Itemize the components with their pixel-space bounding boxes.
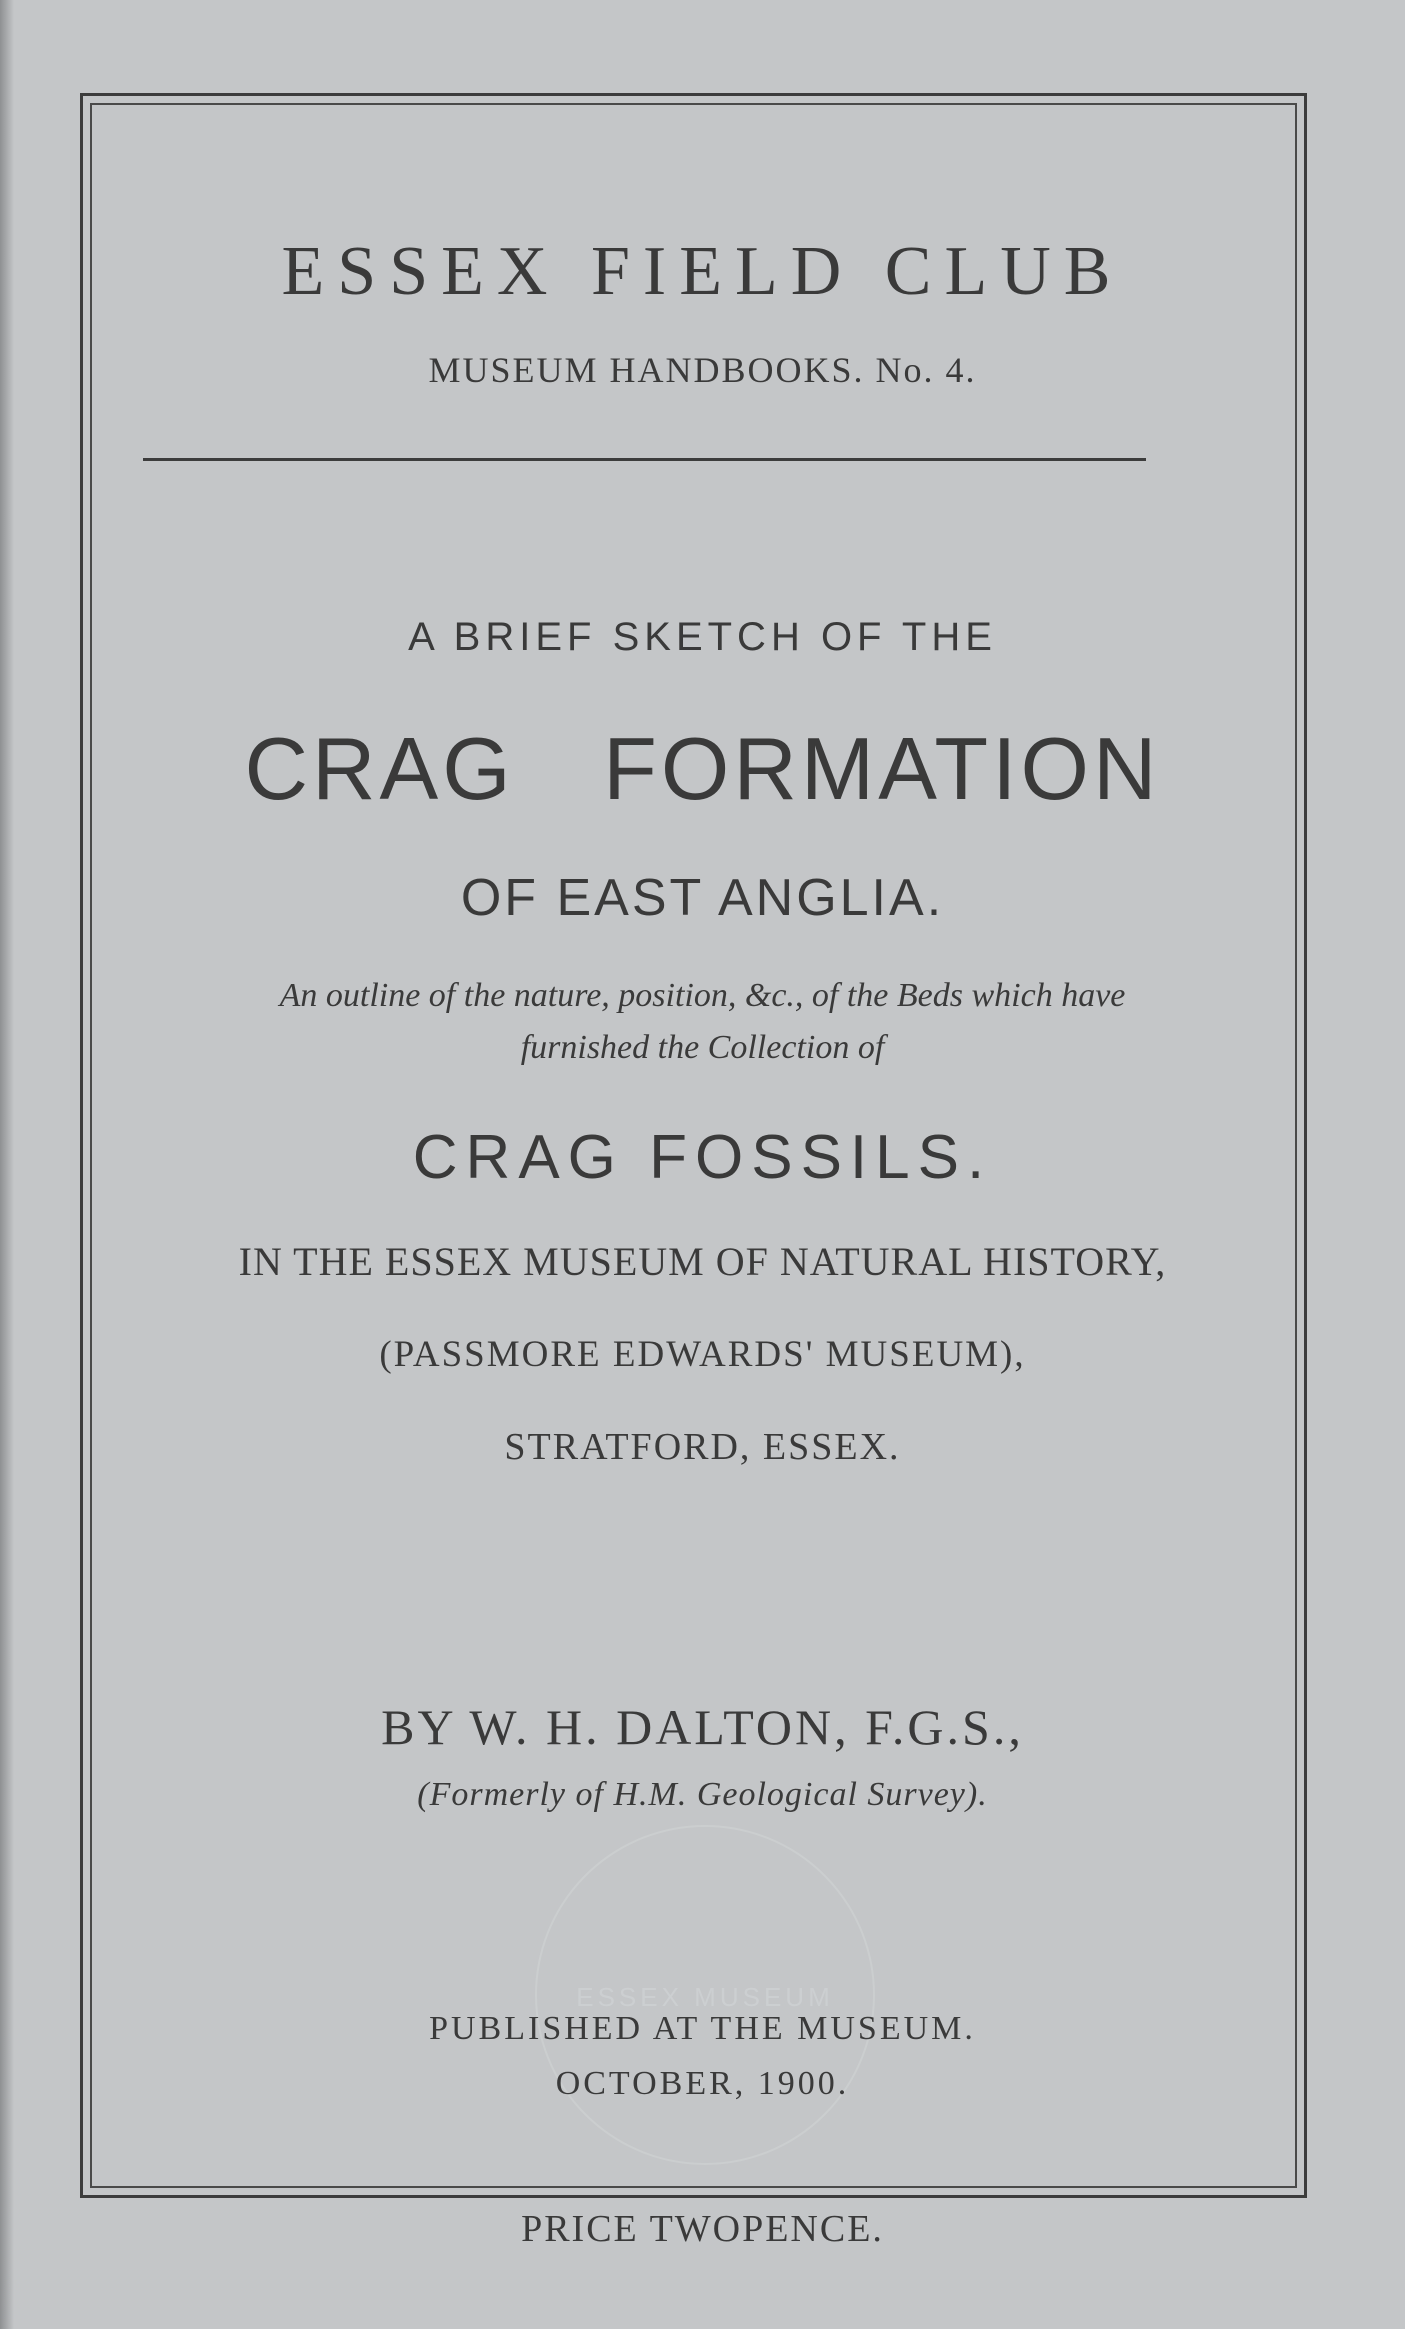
- region-subtitle: OF EAST ANGLIA.: [460, 869, 945, 927]
- publication-date: OCTOBER, 1900.: [555, 2065, 850, 2102]
- price-label: PRICE TWOPENCE.: [521, 2208, 884, 2250]
- subject-title: CRAG FOSSILS.: [412, 1123, 993, 1192]
- outline-line-2: furnished the Collection of: [520, 1029, 885, 1066]
- author-byline: BY W. H. DALTON, F.G.S.,: [381, 1699, 1024, 1755]
- outline-line-1: An outline of the nature, position, &c., of the Beds which have: [279, 977, 1126, 1014]
- museum-name: IN THE ESSEX MUSEUM OF NATURAL HISTORY,: [238, 1239, 1167, 1284]
- horizontal-divider: [143, 458, 1146, 461]
- outline-description: [0, 970, 1405, 1074]
- series-label: MUSEUM HANDBOOKS. No. 4.: [428, 350, 977, 390]
- club-title: ESSEX FIELD CLUB: [281, 233, 1124, 310]
- library-stamp-seal: ESSEX MUSEUM: [535, 1825, 875, 2165]
- intro-heading: A BRIEF SKETCH OF THE: [408, 615, 997, 659]
- main-title: CRAG FORMATION: [244, 719, 1161, 818]
- publisher-line: PUBLISHED AT THE MUSEUM.: [429, 2010, 976, 2047]
- museum-alt-name: (PASSMORE EDWARDS' MUSEUM),: [379, 1334, 1026, 1375]
- author-note: (Formerly of H.M. Geological Survey).: [417, 1776, 988, 1813]
- museum-location: STRATFORD, ESSEX.: [504, 1426, 901, 1468]
